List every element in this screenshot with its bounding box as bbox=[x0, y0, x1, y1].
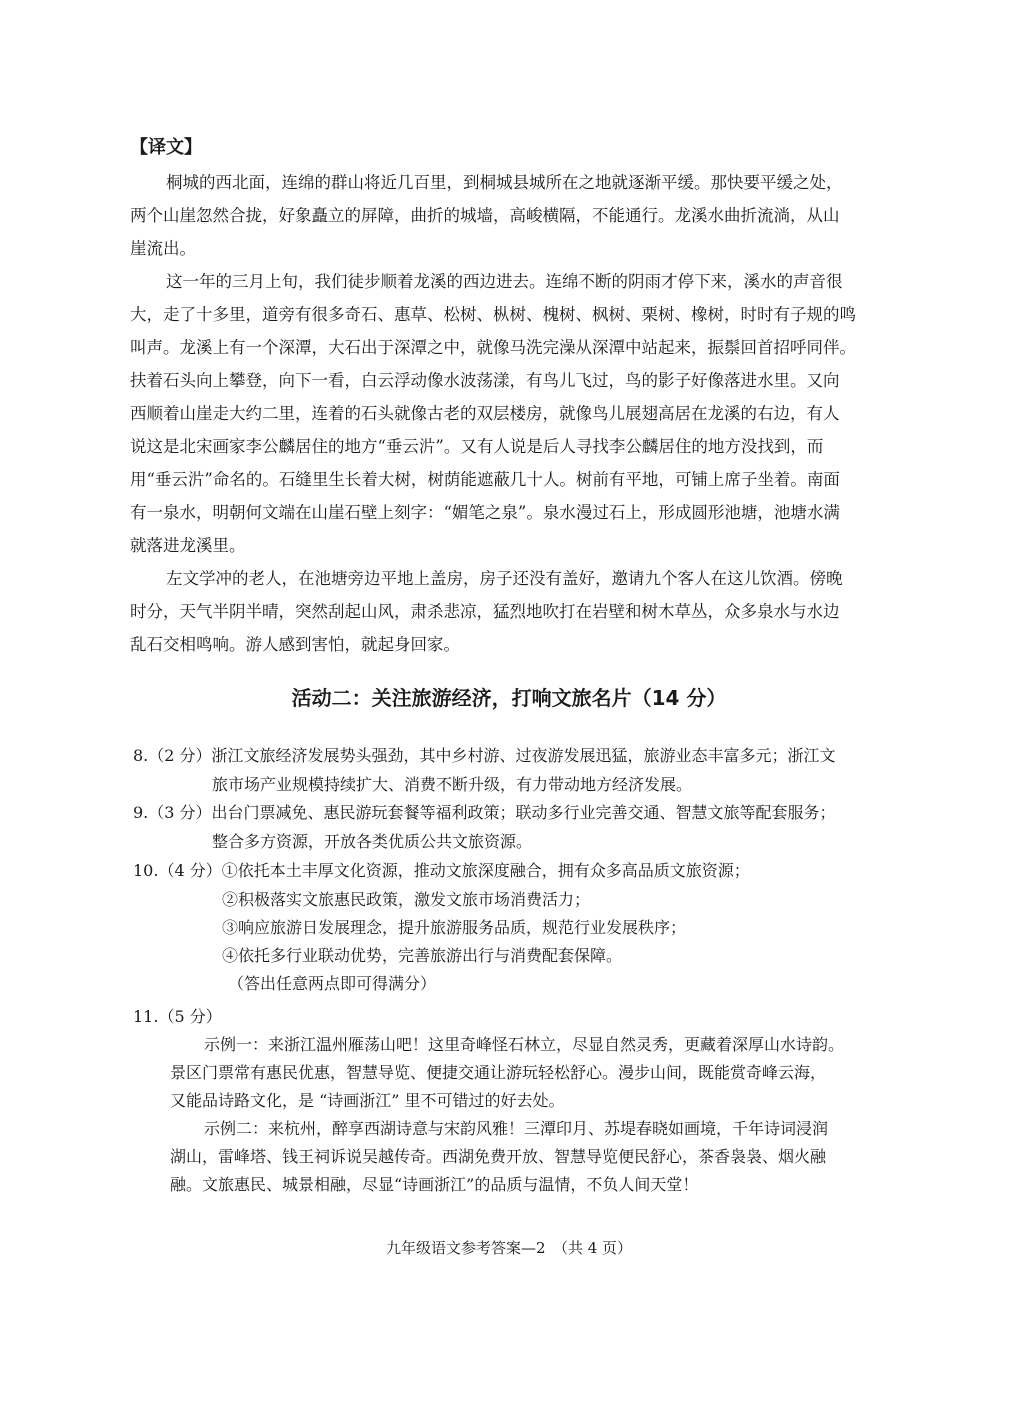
text-line: 时分，天气半阴半晴，突然刮起山风，肃杀悲凉，猛烈地吹打在岩壁和树木草丛，众多泉水与水边 bbox=[130, 602, 840, 621]
example-1-line: 示例一：来浙江温州雁荡山吧！这里奇峰怪石林立，尽显自然灵秀，更藏着深厚山水诗韵。 bbox=[204, 1035, 845, 1054]
text-line: 桐城的西北面，连绵的群山将近几百里，到桐城县城所在之地就逐渐平缓。那快要平缓之处， bbox=[166, 173, 843, 192]
section-title: 活动二：关注旅游经济，打响文旅名片（14 分） bbox=[291, 686, 727, 710]
answer-item: ①依托本土丰厚文化资源，推动文旅深度融合，拥有众多高品质文旅资源； bbox=[221, 861, 750, 880]
question-score: （4 分） bbox=[158, 861, 222, 880]
scoring-note: （答出任意两点即可得满分） bbox=[228, 974, 437, 993]
example-2-line: 湖山，雷峰塔、钱王祠诉说吴越传奇。西湖免费开放、智慧导览便民舒心，茶香袅袅、烟火融 bbox=[170, 1147, 827, 1166]
example-1-line: 景区门票常有惠民优惠，智慧导览、便捷交通让游玩轻松舒心。漫步山间，既能赏奇峰云海， bbox=[170, 1063, 827, 1082]
question-11 bbox=[133, 1003, 222, 1031]
translation-paragraph-1 bbox=[130, 166, 890, 265]
question-number: 9. bbox=[133, 803, 149, 822]
text-line: 两个山崖忽然合拢，好象矗立的屏障，曲折的城墙，高峻横隔，不能通行。龙溪水曲折流淌，从山 bbox=[130, 206, 840, 225]
text-line: 左文学冲的老人，在池塘旁边平地上盖房，房子还没有盖好，邀请九个客人在这儿饮酒。傍晚 bbox=[166, 569, 843, 588]
text-line: 大，走了十多里，道旁有很多奇石、惠草、松树、枞树、槐树、枫树、栗树、橡树，时时有子规的鸣 bbox=[130, 305, 856, 324]
answer-line: 旅市场产业规模持续扩大、消费不断升级，有力带动地方经济发展。 bbox=[212, 775, 693, 794]
answer-item: ③响应旅游日发展理念，提升旅游服务品质，规范行业发展秩序； bbox=[222, 918, 687, 937]
text-line: 有一泉水，明朝何文端在山崖石壁上刻字：“媚笔之泉”。泉水漫过石上，形成圆形池塘，池塘水满 bbox=[130, 503, 840, 522]
text-line: 乱石交相鸣响。游人感到害怕，就起身回家。 bbox=[130, 635, 460, 654]
text-line: 西顺着山崖走大约二里，连着的石头就像古老的双层楼房，就像鸟儿展翅高居在龙溪的右边，有人 bbox=[130, 404, 840, 423]
text-line: 崖流出。 bbox=[130, 239, 196, 258]
question-number: 10. bbox=[133, 861, 159, 880]
text-line: 用“垂云沜”命名的。石缝里生长着大树，树荫能遮蔽几十人。树前有平地，可铺上席子坐着。南面 bbox=[130, 470, 840, 489]
question-number: 8. bbox=[133, 746, 149, 765]
answer-item: ④依托多行业联动优势，完善旅游出行与消费配套保障。 bbox=[222, 946, 623, 965]
question-score: （3 分） bbox=[148, 803, 212, 822]
answer-item: ②积极落实文旅惠民政策，激发文旅市场消费活力； bbox=[222, 890, 591, 909]
translation-paragraph-3 bbox=[130, 562, 890, 661]
translation-heading: 【译文】 bbox=[130, 137, 202, 158]
text-line: 这一年的三月上旬，我们徒步顺着龙溪的西边进去。连绵不断的阴雨才停下来，溪水的声音很 bbox=[166, 272, 843, 291]
translation-paragraph-2 bbox=[130, 265, 890, 562]
example-2-line: 融。文旅惠民、城景相融，尽显“诗画浙江”的品质与温情，不负人间天堂！ bbox=[170, 1175, 699, 1194]
question-number: 11. bbox=[133, 1007, 159, 1026]
question-8 bbox=[133, 742, 836, 770]
answer-line: 浙江文旅经济发展势头强劲，其中乡村游、过夜游发展迅猛，旅游业态丰富多元；浙江文 bbox=[211, 746, 836, 765]
answer-line: 出台门票减免、惠民游玩套餐等福利政策；联动多行业完善交通、智慧文旅等配套服务； bbox=[211, 803, 836, 822]
example-2-line: 示例二：来杭州，醉享西湖诗意与宋韵风雅！三潭印月、苏堤春晓如画境，千年诗词浸润 bbox=[204, 1119, 829, 1138]
text-line: 说这是北宋画家李公麟居住的地方“垂云沜”。又有人说是后人寻找李公麟居住的地方没找到，而 bbox=[130, 437, 824, 456]
example-1-line: 又能品诗路文化，是 “诗画浙江” 里不可错过的好去处。 bbox=[170, 1091, 565, 1110]
question-score: （5 分） bbox=[158, 1007, 222, 1026]
answer-line: 整合多方资源，开放各类优质公共文旅资源。 bbox=[212, 832, 533, 851]
text-line: 就落进龙溪里。 bbox=[130, 536, 246, 555]
question-9 bbox=[133, 799, 836, 827]
text-line: 叫声。龙溪上有一个深潭，大石出于深潭之中，就像马洗完澡从深潭中站起来，振鬃回首招呼同伴。 bbox=[130, 338, 856, 357]
question-score: （2 分） bbox=[148, 746, 212, 765]
question-10 bbox=[133, 857, 750, 885]
page-footer: 九年级语文参考答案—2 （共 4 页） bbox=[385, 1239, 633, 1257]
text-line: 扶着石头向上攀登，向下一看，白云浮动像水波荡漾，有鸟儿飞过，鸟的影子好像落进水里。又向 bbox=[130, 371, 840, 390]
